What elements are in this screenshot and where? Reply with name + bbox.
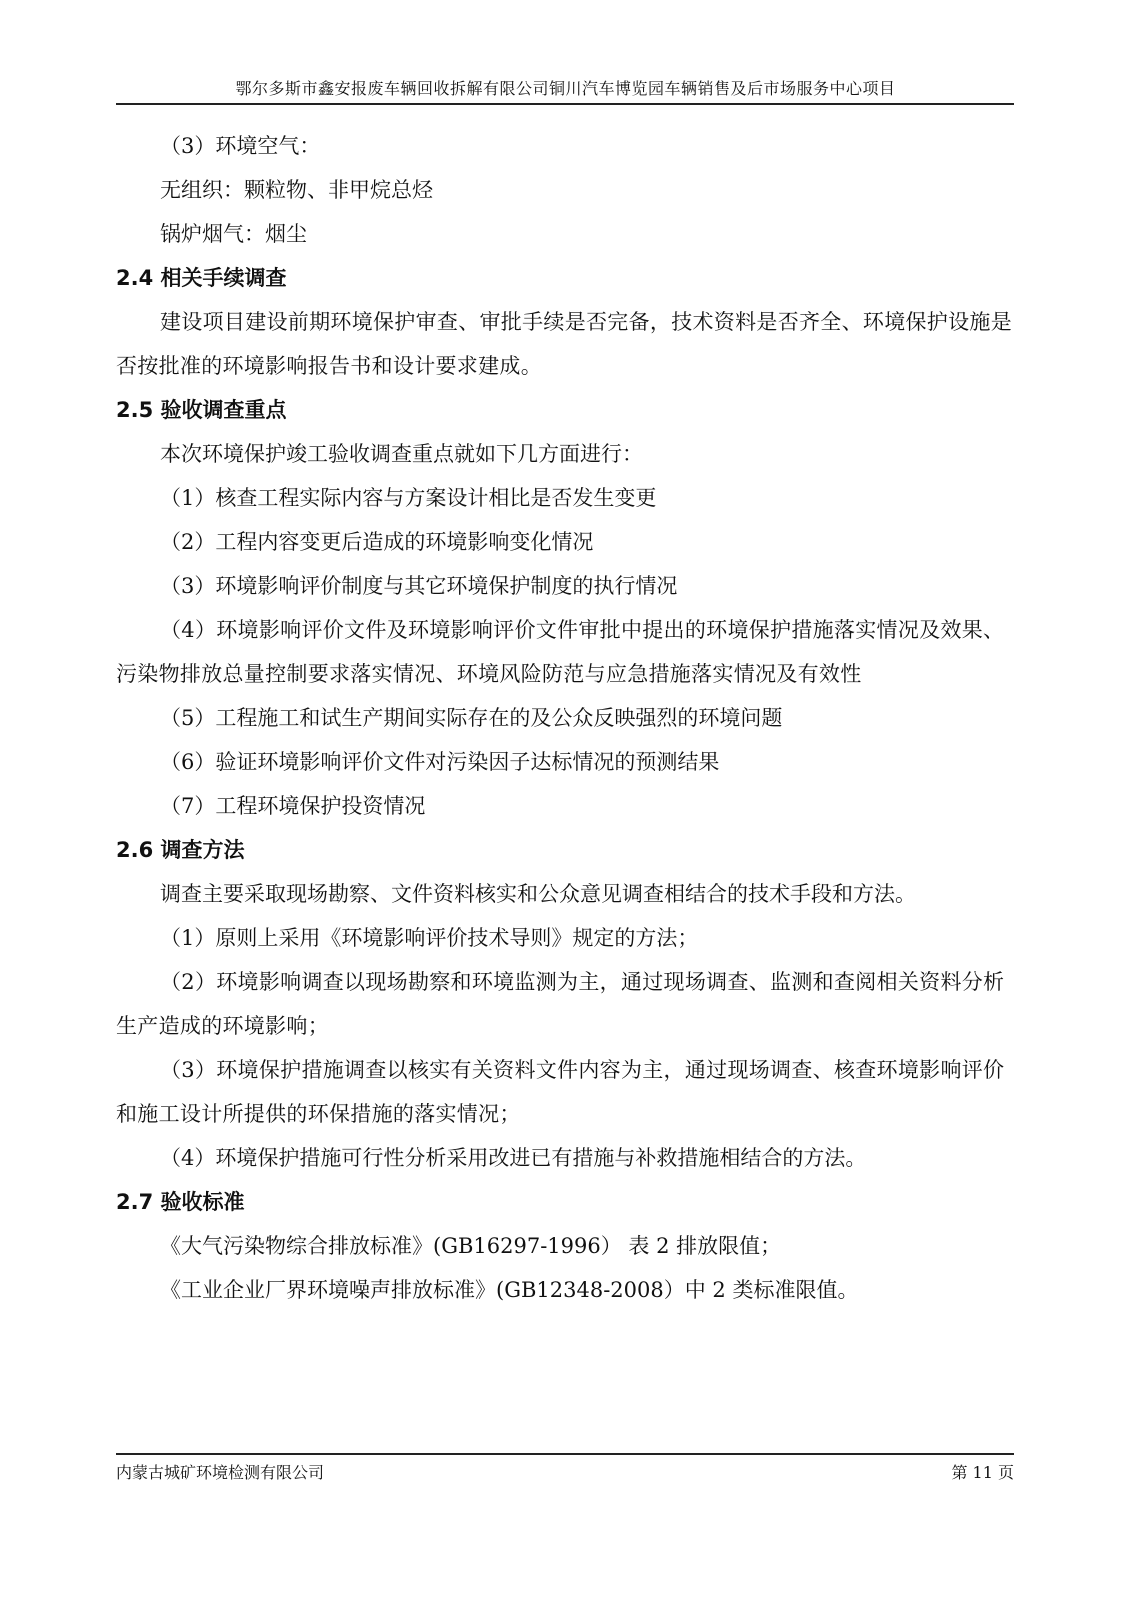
section-2-5-title: 2.5 验收调查重点	[116, 398, 287, 422]
section-2-5-item: （7）工程环境保护投资情况	[160, 794, 426, 818]
section-2-6-title: 2.6 调查方法	[116, 838, 245, 862]
section-2-4-paragraph: 建设项目建设前期环境保护审查、审批手续是否完备，技术资料是否齐全、环境保护设施是否按批准的环境影响报告书和设计要求建成。	[116, 310, 1012, 378]
page-number: 第 11 页	[951, 1463, 1014, 1482]
section-2-5-item: （2）工程内容变更后造成的环境影响变化情况	[160, 530, 594, 554]
section-2-6-item: （2）环境影响调查以现场勘察和环境监测为主，通过现场调查、监测和查阅相关资料分析生产造成的环境影响；	[116, 970, 1005, 1038]
footer-divider	[116, 1453, 1014, 1455]
section-2-5-item: （4）环境影响评价文件及环境影响评价文件审批中提出的环境保护措施落实情况及效果、污染物排放总量控制要求落实情况、环境风险防范与应急措施落实情况及有效性	[116, 618, 1005, 686]
section-2-5-intro: 本次环境保护竣工验收调查重点就如下几方面进行：	[160, 442, 643, 466]
section-2-5-item: （1）核查工程实际内容与方案设计相比是否发生变更	[160, 486, 657, 510]
section-2-7-item: 《工业企业厂界环境噪声排放标准》(GB12348-2008）中 2 类标准限值。	[160, 1278, 859, 1302]
section-2-5-item: （3）环境影响评价制度与其它环境保护制度的执行情况	[160, 574, 678, 598]
section-2-7-item: 《大气污染物综合排放标准》(GB16297-1996） 表 2 排放限值；	[160, 1234, 782, 1258]
env-air-heading: （3）环境空气：	[160, 134, 321, 158]
section-2-5-item: （6）验证环境影响评价文件对污染因子达标情况的预测结果	[160, 750, 720, 774]
footer-company: 内蒙古城矿环境检测有限公司	[116, 1463, 325, 1482]
header-divider	[116, 103, 1014, 105]
section-2-6-item: （1）原则上采用《环境影响评价技术导则》规定的方法；	[160, 926, 699, 950]
section-2-6-item: （4）环境保护措施可行性分析采用改进已有措施与补救措施相结合的方法。	[160, 1146, 867, 1170]
section-2-5-item: （5）工程施工和试生产期间实际存在的及公众反映强烈的环境问题	[160, 706, 783, 730]
running-header: 鄂尔多斯市鑫安报废车辆回收拆解有限公司铜川汽车博览园车辆销售及后市场服务中心项目	[235, 79, 896, 98]
section-2-6-intro: 调查主要采取现场勘察、文件资料核实和公众意见调查相结合的技术手段和方法。	[160, 882, 916, 906]
document-body	[116, 124, 1014, 1312]
section-2-4-title: 2.4 相关手续调查	[116, 266, 287, 290]
section-2-6-item: （3）环境保护措施调查以核实有关资料文件内容为主，通过现场调查、核查环境影响评价和施工设计所提供的环保措施的落实情况；	[116, 1058, 1005, 1126]
section-2-7-title: 2.7 验收标准	[116, 1190, 245, 1214]
env-air-boiler: 锅炉烟气：烟尘	[160, 222, 307, 246]
env-air-fugitive: 无组织：颗粒物、非甲烷总烃	[160, 178, 433, 202]
